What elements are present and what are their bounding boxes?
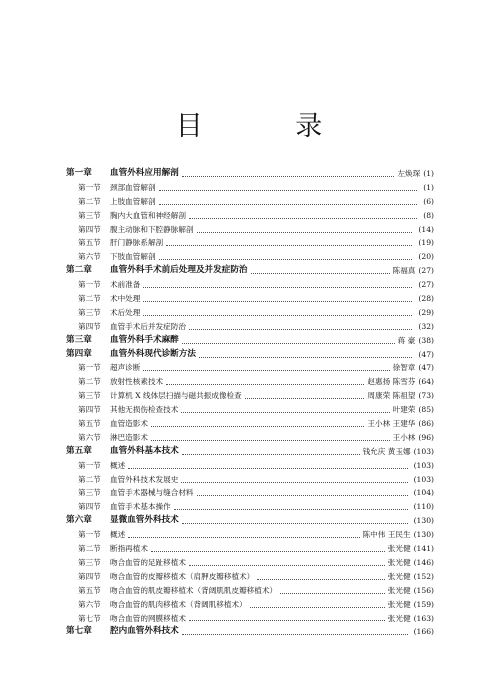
entry-title: 血管外科现代诊断方法 [110, 348, 196, 359]
dot-leader [128, 467, 407, 469]
dot-leader [189, 217, 417, 219]
entry-page-number: (64) [418, 377, 434, 387]
entry-number: 第六章 [66, 515, 92, 526]
toc-section-row [66, 403, 434, 417]
entry-number: 第三章 [66, 334, 92, 345]
entry-number: 第五节 [78, 238, 101, 248]
dot-leader [189, 328, 412, 330]
dot-leader [151, 425, 364, 427]
toc-section-row [66, 598, 434, 612]
entry-author: 钱允庆 黄玉娜 [362, 446, 411, 456]
dot-leader [182, 522, 408, 524]
entry-title: 上肢血管解剖 [110, 196, 156, 206]
entry-author: 陈中伟 王民生 [362, 530, 411, 540]
entry-author: 叶建荣 [392, 405, 416, 415]
entry-number: 第二章 [66, 265, 92, 276]
toc-section-row [66, 223, 434, 237]
entry-page-number: (85) [418, 405, 434, 415]
entry-number: 第二节 [78, 474, 101, 484]
entry-page-number: (6) [423, 196, 434, 206]
dot-leader [250, 606, 385, 608]
entry-title: 血管造影术 [110, 419, 148, 429]
entry-author: 张光健 [387, 613, 411, 623]
entry-title: 吻合血管的肌肉移植术（背阔肌移植术） [110, 599, 247, 609]
dot-leader [159, 203, 418, 205]
entry-page-number: (103) [413, 474, 434, 484]
dot-leader [245, 397, 365, 399]
dot-leader [159, 189, 418, 191]
entry-page-number: (47) [418, 363, 434, 373]
entry-number: 第五章 [66, 445, 92, 456]
toc-section-row [66, 459, 434, 473]
entry-number: 第四节 [78, 405, 101, 415]
entry-page-number: (96) [418, 432, 434, 442]
dot-leader [199, 356, 412, 358]
entry-title: 血管外科技术发展史 [110, 474, 179, 484]
entry-title: 其他无损伤检查技术 [110, 405, 179, 415]
entry-title: 断指再植术 [110, 544, 148, 554]
dot-leader [151, 550, 385, 552]
toc-chapter-row [66, 348, 434, 362]
dot-leader [197, 231, 413, 233]
entry-title: 血管手术后并发症防治 [110, 321, 186, 331]
toc-section-row [66, 389, 434, 403]
entry-number: 第二节 [78, 544, 101, 554]
entry-page-number: (32) [418, 321, 434, 331]
toc-section-row [66, 320, 434, 334]
entry-page-number: (110) [413, 502, 434, 512]
entry-title: 胸内大血管和神经解剖 [110, 210, 186, 220]
dot-leader [128, 536, 359, 538]
entry-title: 肝门静脉系解剖 [110, 238, 164, 248]
entry-author: 张光健 [387, 571, 411, 581]
entry-title: 吻合血管的足趾移植术 [110, 557, 186, 567]
entry-title: 血管外科基本技术 [110, 445, 179, 456]
entry-title: 概述 [110, 460, 126, 470]
entry-title: 概述 [110, 530, 126, 540]
entry-page-number: (130) [413, 530, 434, 540]
dot-leader [280, 592, 385, 594]
entry-title: 血管外科手术麻醉 [110, 334, 179, 345]
toc-chapter-row [66, 514, 434, 528]
entry-title: 颈部血管解剖 [110, 182, 156, 192]
toc-section-row [66, 361, 434, 375]
entry-number: 第七章 [66, 626, 92, 637]
entry-page-number: (141) [413, 544, 434, 554]
entry-title: 血管手术基本操作 [110, 502, 171, 512]
toc-section-row [66, 236, 434, 250]
entry-author: 周康荣 陈祖望 [367, 391, 416, 401]
entry-number: 第三节 [78, 488, 101, 498]
entry-author: 左焕琛 [397, 169, 421, 178]
dot-leader [182, 342, 395, 344]
entry-title: 腹主动脉和下腔静脉解剖 [110, 224, 194, 234]
dot-leader [182, 453, 360, 455]
entry-number: 第四节 [78, 571, 101, 581]
entry-page-number: (1) [423, 169, 434, 178]
entry-page-number: (166) [413, 627, 434, 637]
toc-section-row [66, 181, 434, 195]
entry-title: 吻合血管的网膜移植术 [110, 613, 186, 623]
dot-leader [182, 633, 408, 635]
dot-leader [166, 244, 412, 246]
toc-chapter-row [66, 264, 434, 278]
entry-number: 第二节 [78, 196, 101, 206]
entry-page-number: (159) [413, 599, 434, 609]
entry-author: 张光健 [387, 557, 411, 567]
entry-number: 第四节 [78, 321, 101, 331]
entry-number: 第一节 [78, 363, 101, 373]
entry-page-number: (86) [418, 419, 434, 429]
entry-title: 血管手术器械与缝合材料 [110, 488, 194, 498]
dot-leader [189, 619, 385, 621]
entry-number: 第四节 [78, 224, 101, 234]
entry-title: 放射性核素技术 [110, 377, 164, 387]
entry-page-number: (19) [418, 238, 434, 248]
toc-section-row [66, 250, 434, 264]
entry-number: 第四章 [66, 348, 92, 359]
dot-leader [189, 564, 385, 566]
entry-number: 第二节 [78, 377, 101, 387]
entry-page-number: (73) [418, 391, 434, 401]
entry-page-number: (28) [418, 294, 434, 304]
entry-number: 第一章 [66, 168, 92, 178]
dot-leader [143, 300, 412, 302]
dot-leader [143, 286, 412, 288]
entry-author: 张光健 [387, 599, 411, 609]
dot-leader [166, 383, 364, 385]
dot-leader [151, 439, 390, 441]
dot-leader [159, 258, 413, 260]
toc-section-row [66, 584, 434, 598]
dot-leader [197, 494, 408, 496]
table-of-contents [66, 167, 434, 639]
toc-section-row [66, 278, 434, 292]
entry-page-number: (47) [418, 349, 434, 359]
toc-section-row [66, 612, 434, 626]
dot-leader [143, 314, 412, 316]
dot-leader [181, 481, 407, 483]
entry-number: 第一节 [78, 530, 101, 540]
entry-title: 吻合血管的肌皮瓣移植术（背阔肌肌皮瓣移植术） [110, 585, 278, 595]
entry-title: 淋巴造影术 [110, 432, 148, 442]
entry-page-number: (146) [413, 557, 434, 567]
entry-number: 第四节 [78, 502, 101, 512]
toc-chapter-row [66, 445, 434, 459]
entry-number: 第六节 [78, 252, 101, 262]
entry-title: 术中处理 [110, 294, 141, 304]
entry-title: 下肢血管解剖 [110, 252, 156, 262]
entry-page-number: (27) [418, 280, 434, 290]
entry-author: 王小林 王建华 [367, 419, 416, 429]
entry-number: 第六节 [78, 599, 101, 609]
toc-section-row [66, 306, 434, 320]
entry-number: 第三节 [78, 210, 101, 220]
toc-section-row [66, 570, 434, 584]
entry-page-number: (27) [418, 266, 434, 276]
toc-section-row [66, 486, 434, 500]
toc-section-row [66, 500, 434, 514]
entry-page-number: (8) [423, 210, 434, 220]
entry-author: 陈福真 [392, 266, 416, 276]
entry-page-number: (104) [413, 488, 434, 498]
toc-section-row [66, 473, 434, 487]
toc-chapter-row [66, 167, 434, 181]
entry-title: 超声诊断 [110, 363, 141, 373]
entry-page-number: (14) [418, 224, 434, 234]
entry-number: 第一节 [78, 280, 101, 290]
dot-leader [182, 175, 395, 177]
entry-page-number: (1) [423, 182, 434, 192]
toc-section-row [66, 292, 434, 306]
entry-number: 第三节 [78, 307, 101, 317]
entry-page-number: (156) [413, 585, 434, 595]
entry-number: 第七节 [78, 613, 101, 623]
entry-title: 术后处理 [110, 307, 141, 317]
entry-author: 王小林 [392, 432, 416, 442]
entry-title: 血管外科应用解剖 [110, 168, 179, 178]
entry-author: 张光健 [387, 544, 411, 554]
entry-number: 第三节 [78, 557, 101, 567]
entry-author: 蒋 豪 [397, 335, 416, 345]
entry-title: 血管外科手术前后处理及并发症防治 [110, 265, 248, 276]
entry-title: 吻合血管的皮瓣移植术（肩胛皮瓣移植术） [110, 571, 255, 581]
dot-leader [251, 272, 390, 274]
toc-section-row [66, 375, 434, 389]
entry-title: 显微血管外科技术 [110, 515, 179, 526]
entry-page-number: (38) [418, 335, 434, 345]
toc-section-row [66, 556, 434, 570]
entry-author: 赵惠扬 陈雪芬 [367, 377, 416, 387]
dot-leader [181, 411, 389, 413]
page-title: 目 录 [175, 111, 365, 142]
toc-section-row [66, 431, 434, 445]
entry-author: 徐智章 [392, 363, 416, 373]
toc-section-row [66, 542, 434, 556]
entry-number: 第一节 [78, 182, 101, 192]
entry-number: 第三节 [78, 391, 101, 401]
entry-number: 第六节 [78, 432, 101, 442]
entry-title: 术前准备 [110, 280, 141, 290]
dot-leader [257, 578, 385, 580]
entry-number: 第二节 [78, 294, 101, 304]
dot-leader [143, 369, 389, 371]
toc-chapter-row [66, 625, 434, 639]
entry-page-number: (163) [413, 613, 434, 623]
dot-leader [174, 508, 408, 510]
entry-page-number: (29) [418, 307, 434, 317]
entry-number: 第一节 [78, 460, 101, 470]
entry-page-number: (103) [413, 446, 434, 456]
toc-section-row [66, 209, 434, 223]
entry-number: 第五节 [78, 585, 101, 595]
entry-page-number: (130) [413, 516, 434, 526]
entry-title: 计算机 X 线体层扫描与磁共振成像检查 [110, 391, 242, 401]
entry-author: 张光健 [387, 585, 411, 595]
toc-section-row [66, 195, 434, 209]
entry-title: 腔内血管外科技术 [110, 626, 179, 637]
entry-page-number: (103) [413, 460, 434, 470]
entry-page-number: (152) [413, 571, 434, 581]
entry-page-number: (20) [418, 252, 434, 262]
toc-section-row [66, 528, 434, 542]
entry-number: 第五节 [78, 419, 101, 429]
toc-chapter-row [66, 334, 434, 348]
toc-section-row [66, 417, 434, 431]
